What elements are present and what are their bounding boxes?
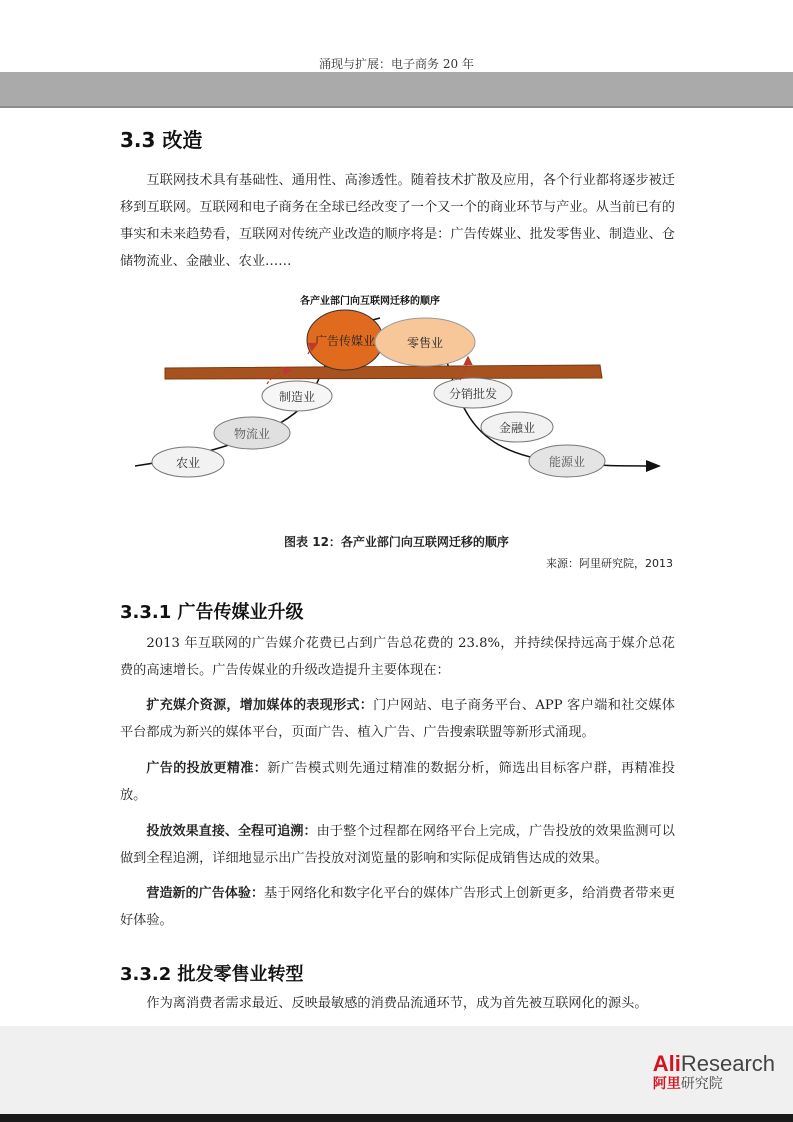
label-energy: 能源业 <box>548 455 586 469</box>
logo-cn: 研究院 <box>680 1076 723 1092</box>
sub1-p3-label: 广告的投放更精准： <box>146 761 268 776</box>
figure-caption: 图表 12：各产业部门向互联网迁移的顺序 <box>284 535 509 549</box>
migration-diagram <box>130 288 670 488</box>
label-manufacturing: 制造业 <box>278 390 316 404</box>
sub1-p3-text: 新广告模式则先通过精准的数据分析，筛选出目标客户群，再精准投放。 <box>120 761 675 803</box>
horizontal-bar <box>165 365 602 379</box>
sub1-p2-label: 扩充媒介资源，增加媒体的表现形式： <box>146 698 374 713</box>
sub1-p4-label: 投放效果直接、全程可追溯： <box>146 824 317 839</box>
header-title: 涌现与扩展：电子商务 20 年 <box>319 57 474 71</box>
label-distribution: 分销批发 <box>448 387 498 401</box>
label-agriculture: 农业 <box>175 456 201 470</box>
subsection-heading-1: 3.3.1 广告传媒业升级 <box>120 602 304 623</box>
sub1-paragraph-2 <box>120 692 675 746</box>
sub1-p4-text: 由于整个过程都在网络平台上完成，广告投放的效果监测可以做到全程追溯，详细地显示出广告投放对浏览量的影响和实际促成销售达成的效果。 <box>120 824 675 866</box>
section-heading: 3.3 改造 <box>120 128 203 152</box>
logo-ali-cn: 阿里 <box>652 1076 681 1092</box>
figure-source: 来源：阿里研究院，2013 <box>546 557 673 570</box>
sub1-paragraph-5 <box>120 880 675 934</box>
aliresearch-logo <box>653 1052 775 1092</box>
sub2-paragraph-1: 作为离消费者需求最近、反映最敏感的消费品流通环节，成为首先被互联网化的源头。 <box>146 996 648 1011</box>
sub1-p5-text: 基于网络化和数字化平台的媒体广告形式上创新更多，给消费者带来更好体验。 <box>120 886 675 928</box>
diagram-title: 各产业部门向互联网迁移的顺序 <box>300 296 440 307</box>
sub1-paragraph-1: 2013 年互联网的广告媒介花费已占到广告总花费的 23.8%，并持续保持远高于媒介总花费的高速增长。广告传媒业的升级改造提升主要体现在： <box>120 636 675 678</box>
logo-chinese <box>653 1076 775 1092</box>
sub1-paragraph-3 <box>120 755 675 809</box>
intro-paragraph: 互联网技术具有基础性、通用性、高渗透性。随着技术扩散及应用，各个行业都将逐步被迁移到互联网。互联网和电子商务在全球已经改变了一个又一个的商业环节与产业。从当前已有的事实和未来趋势看，互联网对传统产业改造的顺序将是：广告传媒业、批发零售业、制造业、仓储物流业、金融业、农业…… <box>120 173 675 269</box>
label-logistics: 物流业 <box>233 427 271 441</box>
logo-english <box>653 1052 775 1076</box>
label-retail: 零售业 <box>406 336 444 350</box>
sub1-paragraph-4 <box>120 818 675 872</box>
label-ad-media: 广告传媒业 <box>314 334 376 348</box>
header-bar <box>0 72 793 108</box>
sub1-p5-label: 营造新的广告体验： <box>146 886 265 901</box>
footer-line <box>0 1114 793 1122</box>
logo-ali: Ali <box>652 1051 681 1076</box>
subsection-heading-2: 3.3.2 批发零售业转型 <box>120 964 304 985</box>
label-finance: 金融业 <box>498 421 536 435</box>
logo-research: Research <box>680 1051 775 1076</box>
sub1-p2-text: 门户网站、电子商务平台、APP 客户端和社交媒体平台都成为新兴的媒体平台，页面广告、植入广告、广告搜索联盟等新形式涌现。 <box>120 698 675 740</box>
